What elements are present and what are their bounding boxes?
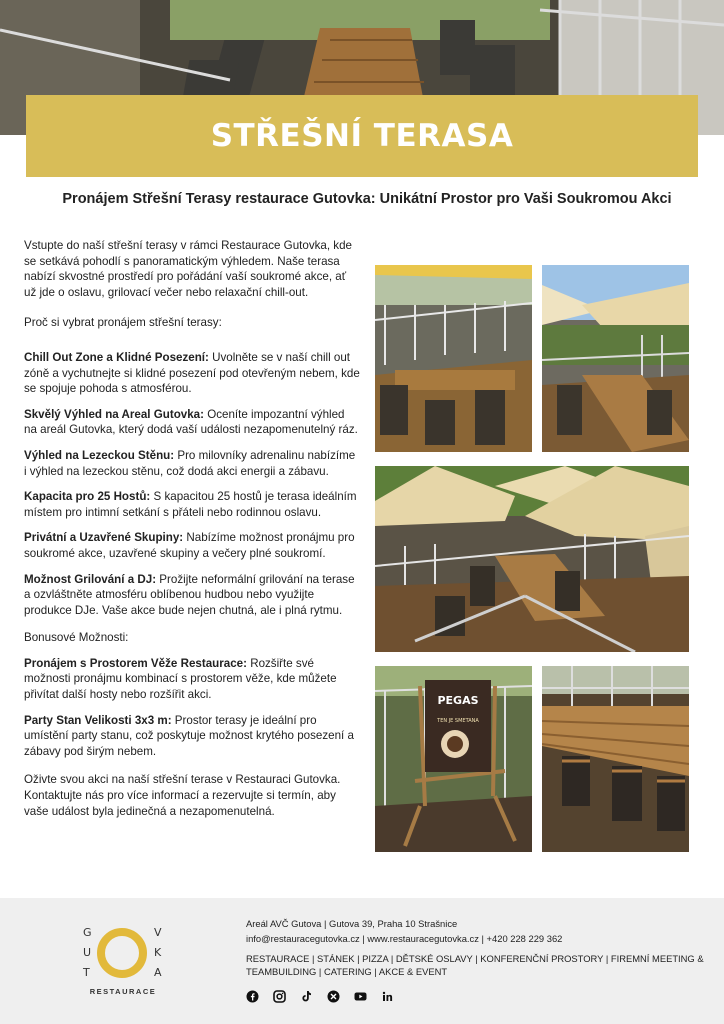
feature-title: Privátní a Uzavřené Skupiny: <box>24 531 184 545</box>
bonus-item <box>24 713 360 760</box>
bonus-text: Prostor terasy je ideální pro umístění party stanu, což poskytuje možnost krytého posezení a zábavy pod širým nebem. <box>24 713 354 758</box>
intro-paragraph: Vstupte do naší střešní terasy v rámci Restaurace Gutovka, kde se setkává pohodlí s panoramatickým výhledem. Naše terasa nabízí skvostné prostředí pro pořádání vaší soukromé akce, ať už jde o oslavu, grilovací večer nebo relaxační chill-out. <box>24 239 352 299</box>
photo-sign-tagline: TEN JE SMETANA <box>437 718 479 724</box>
feature-item <box>24 350 360 397</box>
feature-text: Pro milovníky adrenalinu nabízíme i výhled na lezeckou stěnu, což dodá akci energii a zábavu. <box>24 448 356 478</box>
feature-text: Prožijte neformální grilování na terase a ozvláštněte atmosféru oblíbenou hudbou nebo využijte produkce DJe. Vaše akce bude nejen chutná, ale i plná rytmu. <box>24 572 355 617</box>
address-text: Areál AVČ Gutova | Gutova 39, Praha 10 Strašnice <box>246 918 458 929</box>
logo-letter: T <box>83 966 90 979</box>
logo-letter: U <box>83 946 92 959</box>
logo-letter: G <box>83 926 92 939</box>
feature-item <box>24 572 360 619</box>
logo-letter: K <box>154 946 162 959</box>
bonus-title: Pronájem s Prostorem Věže Restaurace: <box>24 656 247 670</box>
feature-text: Uvolněte se v naší chill out zóně a vychutnejte si klidné posezení pod otevřeným nebem, kde se spojuje pohoda s atmosférou. <box>24 350 360 396</box>
feature-title: Kapacita pro 25 Hostů: <box>24 490 151 504</box>
why-heading: Proč si vybrat pronájem střešní terasy: <box>24 316 222 330</box>
bonus-title: Party Stan Velikosti 3x3 m: <box>24 713 172 727</box>
bonus-text: Rozšiřte své možnosti pronájmu kombinací s prostorem věže, kde můžete přivítat další hosty nebo rozšířit akci. <box>24 656 337 702</box>
contact-text: info@restauracegutovka.cz | www.restauracegutovka.cz | +420 228 229 362 <box>246 933 563 944</box>
terrace-photo-1 <box>375 265 532 452</box>
page-subtitle: Pronájem Střešní Terasy restaurace Gutovka: Unikátní Prostor pro Vaši Soukromou Akci <box>62 191 672 207</box>
feature-item <box>24 530 360 561</box>
feature-title: Skvělý Výhled na Areal Gutovka: <box>24 407 204 421</box>
bonus-item <box>24 656 360 703</box>
linkedin-icon[interactable] <box>381 990 394 1003</box>
page-title: STŘEŠNÍ TERASA <box>210 118 514 154</box>
feature-title: Chill Out Zone a Klidné Posezení: <box>24 350 209 364</box>
feature-text: Oceníte impozantní výhled na areál Gutovka, který dodá vaší události nezapomenutelný ráz. <box>24 407 358 437</box>
logo-caption: RESTAURACE <box>89 987 157 996</box>
x-icon[interactable] <box>327 990 340 1003</box>
logo-letter: A <box>154 966 162 979</box>
contact-block <box>246 916 716 946</box>
services-list: RESTAURACE | STÁNEK | PIZZA | DĚTSKÉ OSLAVY | KONFERENČNÍ PROSTORY | FIREMNÍ MEETING & TEAMBUILDING | CATERING | AKCE & EVENT <box>246 953 704 977</box>
facebook-icon[interactable] <box>246 990 259 1003</box>
feature-text: S kapacitou 25 hostů je terasa ideálním místem pro intimní setkání s přáteli nebo rodinnou oslavu. <box>24 490 357 519</box>
logo-letter: V <box>154 926 162 939</box>
closing-paragraph: Oživte svou akci na naší střešní terase v Restauraci Gutovka. Kontaktujte nás pro více informací a rezervujte si termín, aby vaše událost byla jedinečná a nezapomenutelná. <box>24 773 341 818</box>
feature-text: Nabízíme možnost pronájmu pro soukromé akce, uzavřené skupiny a večery plné soukromí. <box>24 531 355 560</box>
title-band <box>26 95 698 177</box>
instagram-icon[interactable] <box>273 990 286 1003</box>
feature-title: Výhled na Lezeckou Stěnu: <box>24 448 175 462</box>
terrace-photo-5 <box>542 666 689 852</box>
social-links <box>246 990 394 1003</box>
bonus-heading: Bonusové Možnosti: <box>24 631 129 645</box>
feature-item <box>24 407 360 438</box>
footer <box>0 898 724 1024</box>
feature-item <box>24 448 360 479</box>
body-text <box>24 238 360 834</box>
youtube-icon[interactable] <box>354 990 367 1003</box>
terrace-photo-4 <box>375 666 532 852</box>
terrace-photo-3 <box>375 466 689 652</box>
tiktok-icon[interactable] <box>300 990 313 1003</box>
feature-title: Možnost Grilování a DJ: <box>24 572 157 586</box>
photo-sign-brand: PEGAS <box>437 694 479 707</box>
terrace-photo-2 <box>542 265 689 452</box>
feature-item <box>24 489 360 520</box>
